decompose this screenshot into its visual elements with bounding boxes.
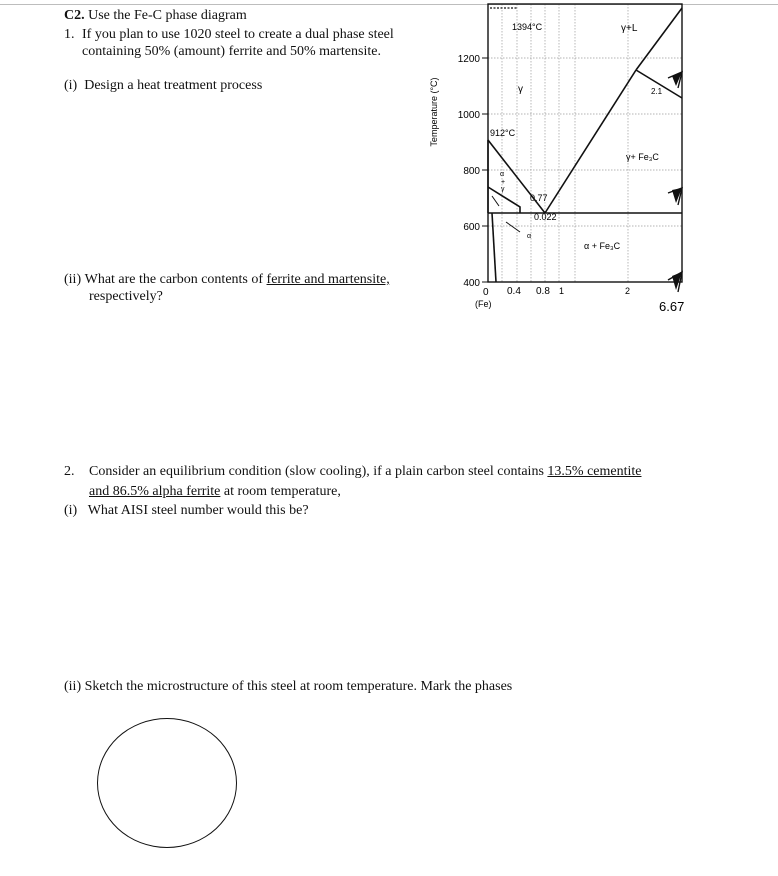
x-tick-0-4: 0.4: [507, 286, 521, 297]
q2-line2: [89, 484, 341, 500]
label-gamma-l: γ+L: [621, 23, 638, 34]
y-axis-label: Temperature (°C): [429, 77, 439, 147]
y-tick-marks: [482, 58, 488, 282]
heading-number: C2.: [64, 8, 85, 23]
label-2-1: 2.1: [651, 87, 663, 96]
q1-line1: [64, 27, 394, 43]
label-alpha-gamma-a: α: [500, 171, 505, 178]
right-edge-marks: [668, 72, 682, 292]
eutectic-markers: [672, 72, 682, 290]
label-gamma-fe3c: γ+ Fe₃C: [626, 152, 659, 162]
q1-text-line2: containing 50% (amount) ferrite and 50% martensite.: [82, 44, 381, 59]
q1-part-ii: [64, 272, 390, 288]
label-0-022: 0.022: [534, 212, 557, 222]
q1-part-i-label: (i): [64, 78, 78, 93]
fe-c-phase-diagram: [420, 0, 700, 320]
question-heading: [64, 8, 247, 24]
q2-part-i-label: (i): [64, 503, 78, 518]
q2-part-ii: [64, 679, 512, 695]
q1-part-ii-underlined: ferrite and martensite,: [266, 272, 390, 287]
alpha-solvus: [492, 196, 520, 232]
y-tick-400: 400: [463, 278, 480, 289]
x-tick-0-8: 0.8: [536, 286, 550, 297]
q2-text-line1: Consider an equilibrium condition (slow cooling), if a plain carbon steel contains: [89, 464, 548, 479]
y-tick-600: 600: [463, 222, 480, 233]
q1-part-ii-text: What are the carbon contents of: [84, 272, 267, 287]
q2-part-i: [64, 503, 309, 519]
label-alpha-fe3c: α + Fe₃C: [584, 241, 621, 251]
y-tick-1200: 1200: [457, 54, 480, 65]
q2-text-line2: at room temperature,: [220, 484, 341, 499]
x-tick-1: 1: [559, 286, 565, 296]
q2-part-i-text: What AISI steel number would this be?: [87, 503, 309, 518]
q2-part-ii-text: Sketch the microstructure of this steel at room temperature. Mark the phases: [84, 679, 513, 694]
q2-number: 2.: [64, 464, 75, 479]
label-0-77: 0.77: [530, 193, 548, 203]
label-alpha-small: α: [527, 233, 532, 240]
q1-part-ii-label: (ii): [64, 272, 82, 287]
y-tick-1000: 1000: [457, 110, 480, 121]
q2-part-ii-label: (ii): [64, 679, 82, 694]
label-912: 912°C: [490, 128, 516, 138]
label-alpha-gamma-plus: +: [501, 179, 506, 186]
q1-part-i-text: Design a heat treatment process: [84, 78, 263, 93]
q2-cementite-underlined: 13.5% cementite: [547, 464, 642, 479]
heading-text: Use the Fe-C phase diagram: [88, 8, 247, 23]
label-gamma: γ: [518, 84, 523, 95]
q1-number: 1.: [64, 27, 75, 42]
q1-part-i: [64, 78, 262, 94]
microstructure-sketch-circle: [97, 718, 237, 848]
q2-line1: [64, 464, 641, 480]
x-fe-label: (Fe): [475, 299, 492, 309]
q1-text-line1: If you plan to use 1020 steel to create a dual phase steel: [82, 27, 394, 42]
x-tick-0: 0: [483, 287, 489, 298]
label-6-67: 6.67: [659, 299, 685, 314]
q2-ferrite-underlined: and 86.5% alpha ferrite: [89, 484, 221, 499]
q1-part-ii-line2: respectively?: [89, 289, 163, 304]
x-tick-2: 2: [625, 286, 631, 296]
label-1394: 1394°C: [512, 22, 543, 32]
label-alpha-gamma-g: γ: [501, 186, 505, 193]
y-tick-800: 800: [463, 166, 480, 177]
